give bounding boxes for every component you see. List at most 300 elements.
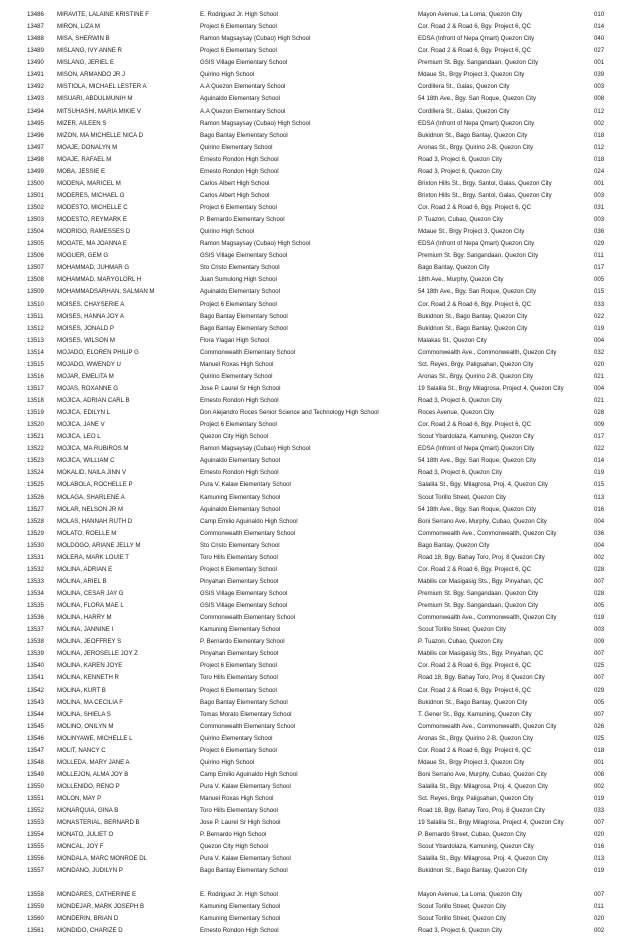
room-code: 019 [594, 867, 605, 875]
room-code: 003 [594, 216, 605, 224]
table-row [0, 925, 638, 937]
room-code: 012 [594, 107, 605, 115]
table-row [0, 492, 638, 504]
table-row [0, 805, 638, 817]
room-code: 010 [594, 11, 605, 18]
row-number: 13503 [27, 216, 44, 224]
school-name: Carlos Albert High School [200, 179, 270, 187]
table-row [0, 479, 638, 491]
table-row [0, 311, 638, 323]
room-code: 040 [594, 35, 605, 43]
row-number: 13551 [27, 795, 44, 803]
school-name: Sto Cristo Elementary School [200, 541, 280, 549]
examinee-name: MISON, ARMANDO JR J [57, 71, 126, 79]
table-row [0, 552, 638, 564]
school-name: Pinyahan Elementary School [200, 577, 279, 585]
row-number: 13539 [27, 650, 44, 658]
table-row [0, 841, 638, 853]
room-code: 011 [594, 902, 604, 910]
row-number: 13529 [27, 529, 44, 537]
examinee-name: MOLINA, MA CECILIA F [57, 698, 124, 706]
table-row [0, 335, 638, 347]
row-number: 13525 [27, 481, 44, 489]
room-code: 011 [594, 252, 604, 260]
row-number: 13501 [27, 191, 44, 199]
school-address: Mdaue St., Brgy Project 3, Quezon City [418, 758, 525, 766]
school-address: Mdaue St., Brgy Project 3, Quezon City [418, 71, 525, 79]
table-row [0, 757, 638, 769]
examinee-name: MOISES, HANNA JOY A [57, 312, 124, 320]
table-row [0, 214, 638, 226]
school-address: Cor. Road 2 & Road 6, Bgy. Project 6, QC [418, 662, 532, 670]
examinee-name: MOLAS, HANNAH RUTH D [57, 517, 133, 525]
row-number: 13495 [27, 119, 44, 127]
row-number: 13514 [27, 348, 44, 356]
school-name: Toro Hills Elementary School [200, 553, 278, 561]
examinee-name: MODENA, MARICEL M [57, 179, 121, 187]
school-address: P. Tuazon, Cubao, Quezon City [418, 638, 503, 646]
room-code: 015 [594, 481, 605, 489]
school-address: Premium St. Bgy. Sangandaan, Quezon City [418, 252, 539, 260]
examinee-name: MOLINA, KURT B [57, 686, 106, 694]
table-row [0, 636, 638, 648]
school-name: P. Bernardo High School [200, 831, 267, 839]
school-name: Ernesto Rondon High School [200, 469, 279, 477]
school-address: Road 18, Bgy. Bahay Toro, Proj. 8 Quezon City [418, 553, 545, 561]
school-name: Ramon Magsaysay (Cubao) High School [200, 35, 311, 43]
school-name: Don Alejandro Roces Senior Science and Technology High School [200, 409, 379, 417]
room-code: 007 [594, 710, 605, 718]
school-address: Commonwealth Ave., Commonwealth, Quezon City [418, 529, 557, 537]
examinee-name: MOGATE, MA JOANNA E [57, 240, 127, 248]
examinee-name: MOJICA, LEO L [57, 433, 101, 441]
school-address: Premium St. Bgy. Sangandaan, Quezon City [418, 590, 539, 597]
table-row [0, 697, 638, 709]
examinee-name: MOLDOGO, ARIANE JELLY M [57, 541, 141, 549]
room-code: 004 [594, 517, 605, 525]
school-name: Aguinaldo Elementary School [200, 95, 280, 103]
table-row [0, 407, 638, 419]
table-row [0, 21, 638, 33]
examinee-name: MOJICA, ADRIAN CARL B [57, 397, 130, 404]
table-row [0, 45, 638, 57]
school-name: Pura V. Kalaw Elementary School [200, 783, 291, 790]
examinee-name: MOJAS, ROXANNE G [57, 384, 118, 392]
school-address: T. Gener St., Bgy. Kamuning, Quezon City [418, 710, 532, 718]
examinee-name: MOLERA, MARK LOUIE T [57, 553, 130, 561]
room-code: 007 [594, 890, 605, 898]
examinee-name: MISLANG, JERIEL E [57, 59, 115, 67]
school-address: 18th Ave., Murphy, Quezon City [418, 276, 504, 284]
table-row [0, 685, 638, 697]
examinee-name: MITSUHASHI, MARIA MIKIE V [57, 107, 141, 115]
school-name: Bago Bantay Elementary School [200, 324, 288, 332]
school-address: 54 18th Ave., Bgy. San Roque, Quezon City [418, 288, 537, 296]
row-number: 13509 [27, 288, 44, 296]
school-address: Scout Torillo Street, Quezon City [418, 493, 506, 501]
table-row [0, 624, 638, 636]
examinee-name: MOJADO, ELOREN PHILIP G [57, 348, 139, 356]
table-row [0, 106, 638, 118]
room-code: 036 [594, 529, 605, 537]
row-number: 13490 [27, 59, 44, 67]
school-name: Project 6 Elementary School [200, 686, 277, 694]
room-code: 005 [594, 698, 605, 706]
table-row [0, 81, 638, 93]
row-number: 13524 [27, 469, 44, 477]
school-address: Aronas St., Brgy. Quirino 2-B, Quezon City [418, 143, 534, 151]
room-code: 018 [594, 155, 605, 163]
examinee-name: MOISES, JONALD P [57, 324, 114, 332]
examinee-name: MISUARI, ABDULMUNIH M [57, 95, 133, 103]
table-row [0, 865, 638, 877]
examinee-name: MOLINA, ADRIAN E [57, 565, 113, 573]
table-row [0, 889, 638, 901]
school-name: Kamuning Elementary School [200, 493, 281, 501]
room-code: 017 [594, 264, 605, 272]
room-code: 022 [594, 312, 605, 320]
school-address: Cordillera St., Galas, Quezon City [418, 107, 510, 115]
table-row [0, 130, 638, 142]
school-address: EDSA (Infront of Nepa Qmart) Quezon City [418, 119, 535, 127]
room-code: 002 [594, 926, 605, 934]
school-address: Road 3, Project 6, Quezon City [418, 397, 503, 404]
room-code: 002 [594, 119, 605, 127]
school-name: GSIS Village Elementary School [200, 590, 288, 597]
room-code: 001 [594, 59, 605, 67]
examinee-name: MIZON, MA MICHELLE NICA D [57, 131, 144, 139]
table-row [0, 745, 638, 757]
school-name: Quirino Elementary School [200, 372, 273, 380]
row-number: 13497 [27, 143, 44, 151]
school-name: GSIS Village Elementary School [200, 602, 288, 610]
examinee-name: MOJICA, EDILYN L [57, 409, 111, 417]
school-name: Quezon City High School [200, 843, 269, 851]
school-name: GSIS Village Elementary School [200, 59, 288, 67]
examinee-name: MOAJE, DONALYN M [57, 143, 118, 151]
examinee-name: MOISES, CHAYSERIE A [57, 300, 125, 308]
row-number: 13553 [27, 819, 44, 827]
table-row [0, 250, 638, 262]
table-row [0, 576, 638, 588]
school-name: Manuel Roxas High School [200, 360, 274, 368]
school-address: EDSA (Infront of Nepa Qmart) Quezon City [418, 445, 535, 453]
row-number: 13493 [27, 95, 44, 103]
examinee-name: MONDEJAR, MARK JOSEPH B [57, 902, 145, 910]
table-row [0, 431, 638, 443]
school-address: 19 Salalila St., Brgy Milagrosa, Project 4, Quezon City [418, 384, 564, 392]
school-address: Cor. Road 2 & Road 6, Bgy. Project 6, QC [418, 47, 532, 55]
school-name: Sto Cristo Elementary School [200, 264, 280, 272]
table-row [0, 33, 638, 45]
row-number: 13488 [27, 35, 44, 43]
row-number: 13487 [27, 23, 44, 31]
row-number: 13521 [27, 433, 44, 441]
school-name: P. Bernardo Elementary School [200, 638, 285, 646]
examinee-name: MONDALA, MARC MONROE DL [57, 855, 148, 863]
table-row [0, 202, 638, 214]
table-row [0, 347, 638, 359]
table-row [0, 540, 638, 552]
examinee-name: MOLIT, NANCY C [57, 746, 106, 754]
room-code: 029 [594, 240, 605, 248]
examinee-name: MOLINO, ONILYN M [57, 722, 114, 730]
table-row [0, 901, 638, 913]
room-code: 033 [594, 300, 605, 308]
room-code: 013 [594, 855, 605, 863]
school-address: Cor. Road 2 & Road 6, Bgy. Project 6, QC [418, 686, 532, 694]
school-address: Cor. Road 2 & Road 6, Bgy. Project 6, QC [418, 746, 532, 754]
examinee-name: MOJICA, MA RUBIROS M [57, 445, 129, 453]
room-code: 024 [594, 167, 605, 175]
table-row [0, 323, 638, 335]
school-name: Ramon Magsaysay (Cubao) High School [200, 240, 311, 248]
table-row [0, 262, 638, 274]
table-row [0, 419, 638, 431]
school-name: Quirino High School [200, 758, 255, 766]
examinee-name: MONATO, JULIET O [57, 831, 114, 839]
examinee-name: MOKALID, NAILA JINN V [57, 469, 127, 477]
table-row [0, 467, 638, 479]
school-name: Tomas Morato Elementary School [200, 710, 292, 718]
table-row [0, 383, 638, 395]
room-code: 014 [594, 457, 605, 465]
room-code: 003 [594, 626, 605, 634]
row-number: 13510 [27, 300, 44, 308]
school-name: Jose P. Laurel Sr High School [200, 384, 281, 392]
examinee-name: MOBA, JESSIE E [57, 167, 106, 175]
school-address: Sct. Reyes, Brgy. Paligsahan, Quezon City [418, 360, 534, 368]
room-code: 028 [594, 409, 605, 417]
row-number: 13554 [27, 831, 44, 839]
school-name: Carlos Albert High School [200, 191, 270, 199]
school-address: Commonwealth Ave., Commonwealth, Quezon City [418, 348, 557, 356]
school-name: Quirino Elementary School [200, 734, 273, 742]
room-code: 007 [594, 674, 605, 682]
school-name: Bago Bantay Elementary School [200, 698, 288, 706]
row-number: 13527 [27, 505, 44, 513]
school-name: Project 6 Elementary School [200, 746, 277, 754]
examinee-name: MOLINA, KAREN JOYE [57, 662, 123, 670]
table-row [0, 516, 638, 528]
room-code: 028 [594, 590, 605, 597]
room-code: 005 [594, 276, 605, 284]
school-name: Aguinaldo Elementary School [200, 505, 280, 513]
school-address: Cor. Road 2 & Road 6, Bgy. Project 6, QC [418, 565, 532, 573]
row-number: 13560 [27, 914, 44, 922]
row-number: 13486 [27, 11, 44, 18]
table-row [0, 793, 638, 805]
table-row [0, 359, 638, 371]
table-row [0, 528, 638, 540]
room-code: 028 [594, 565, 605, 573]
school-name: Camp Emilio Aguinaldo High School [200, 770, 298, 778]
row-number: 13533 [27, 577, 44, 585]
examinee-name: MOLATO, ROELLE M [57, 529, 117, 537]
examinee-name: MOISES, WILSON M [57, 336, 115, 344]
examinee-name: MONASTERIAL, BERNARD B [57, 819, 140, 827]
room-code: 026 [594, 722, 605, 730]
table-row [0, 817, 638, 829]
examinee-name: MISLANG, IVY ANNE R [57, 47, 122, 55]
school-address: Brixton Hills St., Brgy. Santol, Galas, Quezon City [418, 191, 552, 199]
school-name: Quirino High School [200, 228, 255, 236]
room-code: 008 [594, 770, 605, 778]
school-name: Project 6 Elementary School [200, 204, 277, 211]
room-code: 004 [594, 541, 605, 549]
examinee-name: MONDERIN, BRIAN D [57, 914, 119, 922]
examinee-name: MODESTO, REYMARK E [57, 216, 127, 224]
examinee-name: MOLABOLA, ROCHELLE P [57, 481, 133, 489]
examinee-name: MOGUER, GEM G [57, 252, 109, 260]
school-name: Ernesto Rondon High School [200, 155, 279, 163]
room-code: 021 [594, 372, 605, 380]
examinee-name: MODRIGO, RAMESSES D [57, 228, 131, 236]
examinee-name: MOJAR, EMELITA M [57, 372, 114, 380]
school-name: Ernesto Rondon High School [200, 397, 279, 404]
table-row [0, 504, 638, 516]
examinee-name: MOJICA, JANE V [57, 421, 105, 429]
row-number: 13541 [27, 674, 44, 682]
row-number: 13536 [27, 614, 44, 622]
examinee-name: MONARQUIA, GINA B [57, 807, 119, 815]
table-row [0, 781, 638, 793]
table-row [0, 190, 638, 202]
table-row [0, 395, 638, 407]
row-number: 13555 [27, 843, 44, 851]
row-number: 13508 [27, 276, 44, 284]
school-address: Cordillera St., Galas, Quezon City [418, 83, 510, 91]
table-row [0, 238, 638, 250]
room-code: 027 [594, 47, 605, 55]
school-name: Project 6 Elementary School [200, 47, 277, 55]
school-address: Bukidnon St., Bago Bantay, Quezon City [418, 324, 528, 332]
row-number: 13518 [27, 397, 44, 404]
school-name: Bago Bantay Elementary School [200, 312, 288, 320]
row-number: 13537 [27, 626, 44, 634]
school-name: Project 6 Elementary School [200, 23, 277, 31]
row-number: 13556 [27, 855, 44, 863]
examinee-name: MISTIOLA, MICHAEL LESTER A [57, 83, 147, 91]
school-address: Salalila St., Bgy. Milagrosa, Proj. 4, Quezon City [418, 783, 548, 790]
room-code: 020 [594, 360, 605, 368]
school-name: Project 6 Elementary School [200, 300, 277, 308]
examinee-name: MOJICA, WILLIAM C [57, 457, 115, 465]
examinee-name: MONCAL, JOY F [57, 843, 104, 851]
school-name: Ramon Magsaysay (Cubao) High School [200, 445, 311, 453]
school-address: Sct. Reyes, Brgy. Paligsahan, Quezon City [418, 795, 534, 803]
room-code: 004 [594, 384, 605, 392]
school-address: Bago Bantay, Quezon City [418, 541, 490, 549]
school-address: Roces Avenue, Quezon City [418, 409, 495, 417]
school-address: Bago Bantay, Quezon City [418, 264, 490, 272]
table-row [0, 226, 638, 238]
school-name: Commonwealth Elementary School [200, 722, 296, 730]
school-name: Pura V. Kalaw Elementary School [200, 855, 291, 863]
school-name: Commonwealth Elementary School [200, 348, 296, 356]
row-number: 13561 [27, 926, 44, 934]
examinee-list [0, 9, 638, 937]
room-code: 036 [594, 228, 605, 236]
school-address: Premium St. Bgy. Sangandaan, Quezon City [418, 602, 539, 610]
school-address: Road 3, Project 6, Quezon City [418, 469, 503, 477]
row-number: 13499 [27, 167, 44, 175]
row-number: 13558 [27, 890, 44, 898]
school-name: Juan Sumulong High School [200, 276, 277, 284]
school-address: Salalila St., Bgy. Milagrosa, Proj. 4, Quezon City [418, 481, 548, 489]
table-row [0, 142, 638, 154]
school-address: Bukidnon St., Bago Bantay, Quezon City [418, 131, 528, 139]
room-code: 012 [594, 143, 605, 151]
examinee-name: MOLINA, JANNINE I [57, 626, 114, 634]
room-code: 017 [594, 433, 605, 441]
examinee-name: MOLINA, FLORA MAE L [57, 602, 124, 610]
school-name: Aguinaldo Elementary School [200, 288, 280, 296]
table-row [0, 9, 638, 21]
school-name: GSIS Village Elementary School [200, 252, 288, 260]
examinee-name: MOLINA, ARIEL B [57, 577, 107, 585]
table-row [0, 286, 638, 298]
row-number: 13546 [27, 734, 44, 742]
school-name: Manuel Roxas High School [200, 795, 274, 803]
room-code: 018 [594, 746, 605, 754]
school-address: Aronas St., Brgy. Quirino 2-B, Quezon City [418, 734, 534, 742]
examinee-name: MOLINA, JEOFFREY S [57, 638, 122, 646]
table-row [0, 178, 638, 190]
school-address: Premium St. Bgy. Sangandaan, Quezon City [418, 59, 539, 67]
row-number: 13544 [27, 710, 44, 718]
row-number: 13506 [27, 252, 44, 260]
examinee-name: MODERES, MICHAEL G [57, 191, 125, 199]
row-number: 13520 [27, 421, 44, 429]
school-address: 54 18th Ave., Bgy. San Roque, Quezon City [418, 457, 537, 465]
school-name: Quirino Elementary School [200, 143, 273, 151]
school-address: Salalila St., Bgy. Milagrosa, Proj. 4, Quezon City [418, 855, 548, 863]
table-row [0, 166, 638, 178]
row-number: 13549 [27, 770, 44, 778]
school-address: Road 3, Project 6, Quezon City [418, 155, 503, 163]
school-name: Commonwealth Elementary School [200, 614, 296, 622]
room-code: 031 [594, 204, 605, 211]
school-address: Cor. Road 2 & Road 6, Bgy. Project 6, QC [418, 300, 532, 308]
school-name: Quezon City High School [200, 433, 269, 441]
examinee-name: MOLON, MAY P [57, 795, 102, 803]
row-number: 13512 [27, 324, 44, 332]
table-row [0, 455, 638, 467]
table-row [0, 600, 638, 612]
school-name: Kamuning Elementary School [200, 902, 281, 910]
school-name: E. Rodriguez Jr. High School [200, 890, 278, 898]
examinee-name: MOHAMMADSARHAN, SALMAN M [57, 288, 155, 296]
examinee-name: MONDIDO, CHARIZE D [57, 926, 123, 934]
school-address: 54 18th Ave., Bgy. San Roque, Quezon City [418, 95, 537, 103]
room-code: 001 [594, 179, 605, 187]
row-number: 13543 [27, 698, 44, 706]
room-code: 003 [594, 191, 605, 199]
room-code: 002 [594, 553, 605, 561]
table-row [0, 299, 638, 311]
row-number: 13515 [27, 360, 44, 368]
room-code: 009 [594, 638, 605, 646]
room-code: 009 [594, 421, 605, 429]
table-row [0, 913, 638, 925]
school-name: Project 6 Elementary School [200, 662, 277, 670]
row-number: 13502 [27, 204, 44, 211]
room-code: 005 [594, 602, 605, 610]
row-number: 13504 [27, 228, 44, 236]
examinee-name: MONDANO, JUDILYN P [57, 867, 123, 875]
room-code: 019 [594, 324, 605, 332]
